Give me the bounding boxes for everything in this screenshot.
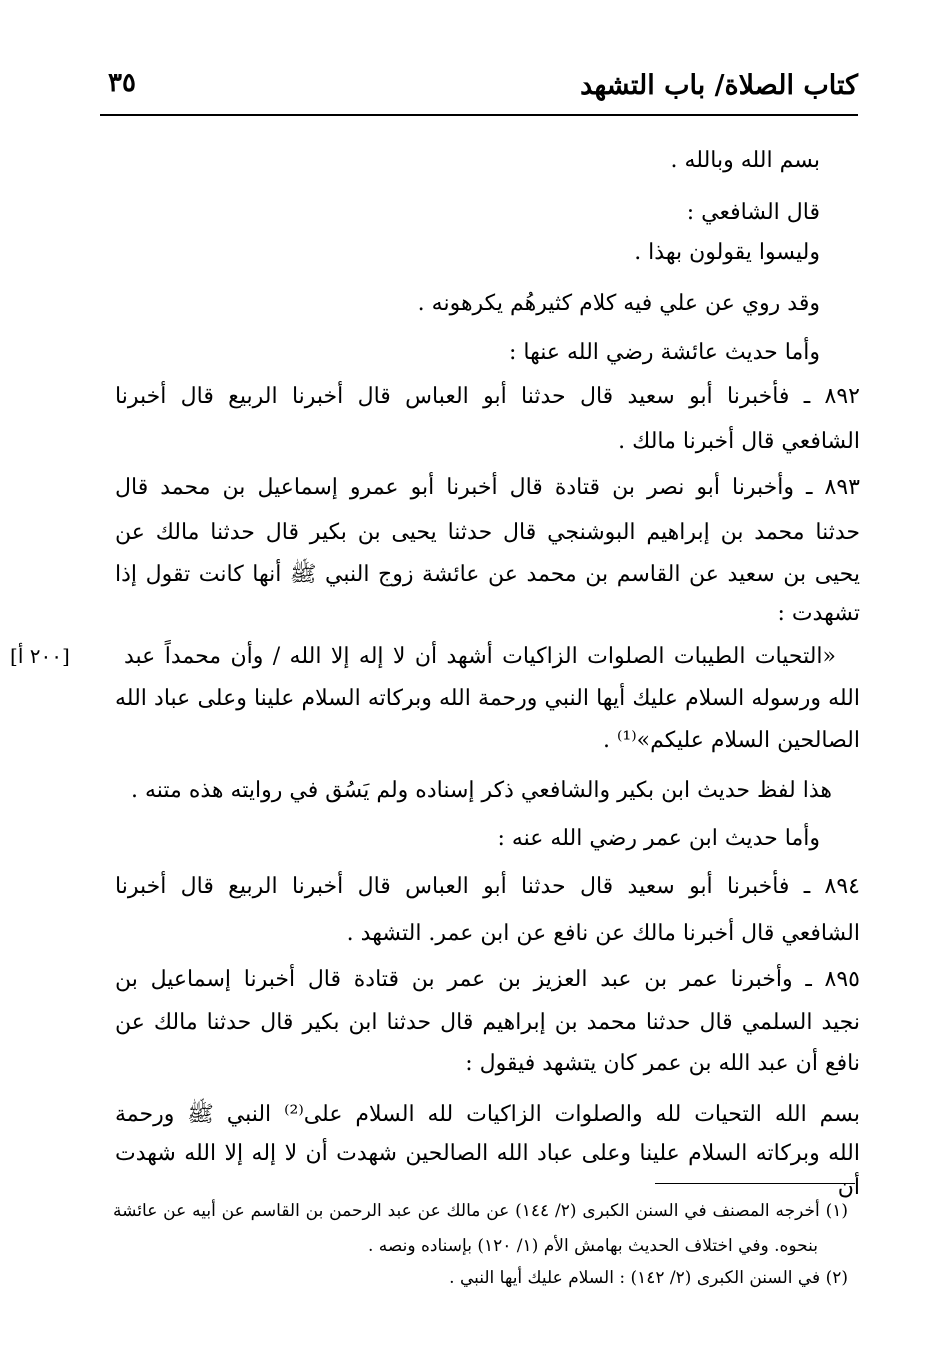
page-header (100, 62, 858, 116)
text-line: الصالحين السلام عليكم»⁽¹⁾ . (603, 728, 860, 753)
text-line: وأما حديث عائشة رضي الله عنها : (509, 340, 820, 365)
text-line: وليسوا يقولون بهذا . (634, 240, 820, 265)
text-line: بسم الله التحيات لله والصلوات الزاكيات لله السلام على⁽²⁾ النبي ﷺ ورحمة (115, 1102, 861, 1127)
text-line: الشافعي قال أخبرنا مالك عن نافع عن ابن عمر. التشهد . (346, 921, 860, 946)
text-line: نافع أن عبد الله بن عمر كان يتشهد فيقول : (465, 1051, 860, 1076)
text-line: بسم الله وبالله . (670, 148, 820, 173)
tashahhud-quote-line-1: «التحيات الطيبات الصلوات الزاكيات أشهد أن لا إله إلا الله / وأن محمداً عبد (124, 644, 836, 669)
text-line: الله ورسوله السلام عليك أيها النبي ورحمة الله وبركاته السلام علينا وعلى عباد الله (115, 686, 860, 711)
hadith-894-line-1: ٨٩٤ ـ فأخبرنا أبو سعيد قال حدثنا أبو العباس قال أخبرنا الربيع قال أخبرنا (115, 874, 860, 899)
text-line: يحيى بن سعيد عن القاسم بن محمد عن عائشة زوج النبي ﷺ أنها كانت تقول إذا (115, 562, 860, 587)
text-line: وأما حديث ابن عمر رضي الله عنه : (497, 826, 820, 851)
text-line: وقد روي عن علي فيه كلام كثيرهُم يكرهونه . (417, 291, 820, 316)
manuscript-folio-marker: [٢٠٠ أ] (10, 644, 70, 668)
text-line: قال الشافعي : (686, 200, 820, 225)
text-line: تشهدت : (777, 601, 860, 626)
text-line: الشافعي قال أخبرنا مالك . (618, 429, 860, 454)
text-line: نجيد السلمي قال حدثنا محمد بن إبراهيم قال حدثنا ابن بكير قال حدثنا مالك عن (115, 1010, 860, 1035)
hadith-892-line-1: ٨٩٢ ـ فأخبرنا أبو سعيد قال حدثنا أبو العباس قال أخبرنا الربيع قال أخبرنا (115, 384, 860, 409)
page-number: ٣٥ (108, 68, 136, 98)
footnote-separator (655, 1183, 855, 1184)
footnote-1-line-2: بنحوه. وفي اختلاف الحديث بهامش الأم (١/ ١٢٠) بإسناده ونصه . (368, 1236, 818, 1256)
hadith-895-line-1: ٨٩٥ ـ وأخبرنا عمر بن عبد العزيز بن عمر بن قتادة قال أخبرنا إسماعيل بن (115, 967, 860, 992)
text-line: حدثنا محمد بن إبراهيم البوشنجي قال حدثنا يحيى بن بكير قال حدثنا مالك عن (115, 520, 860, 545)
hadith-893-line-1: ٨٩٣ ـ وأخبرنا أبو نصر بن قتادة قال أخبرنا أبو عمرو إسماعيل بن محمد قال (115, 475, 860, 500)
text-line: هذا لفظ حديث ابن بكير والشافعي ذكر إسناده ولم يَسُق في روايته هذه متنه . (130, 778, 832, 803)
footnote-1-line-1: (١) أخرجه المصنف في السنن الكبرى (٢/ ١٤٤) عن مالك عن عبد الرحمن بن القاسم عن أبيه عن عائشة (113, 1201, 848, 1221)
running-title: كتاب الصلاة/ باب التشهد (580, 70, 858, 101)
footnote-2: (٢) في السنن الكبرى (٢/ ١٤٢) : السلام عليك أيها النبي . (449, 1268, 848, 1288)
text-line: الله وبركاته السلام علينا وعلى عباد الله الصالحين شهدت أن لا إله إلا الله شهدت أن (115, 1141, 860, 1200)
